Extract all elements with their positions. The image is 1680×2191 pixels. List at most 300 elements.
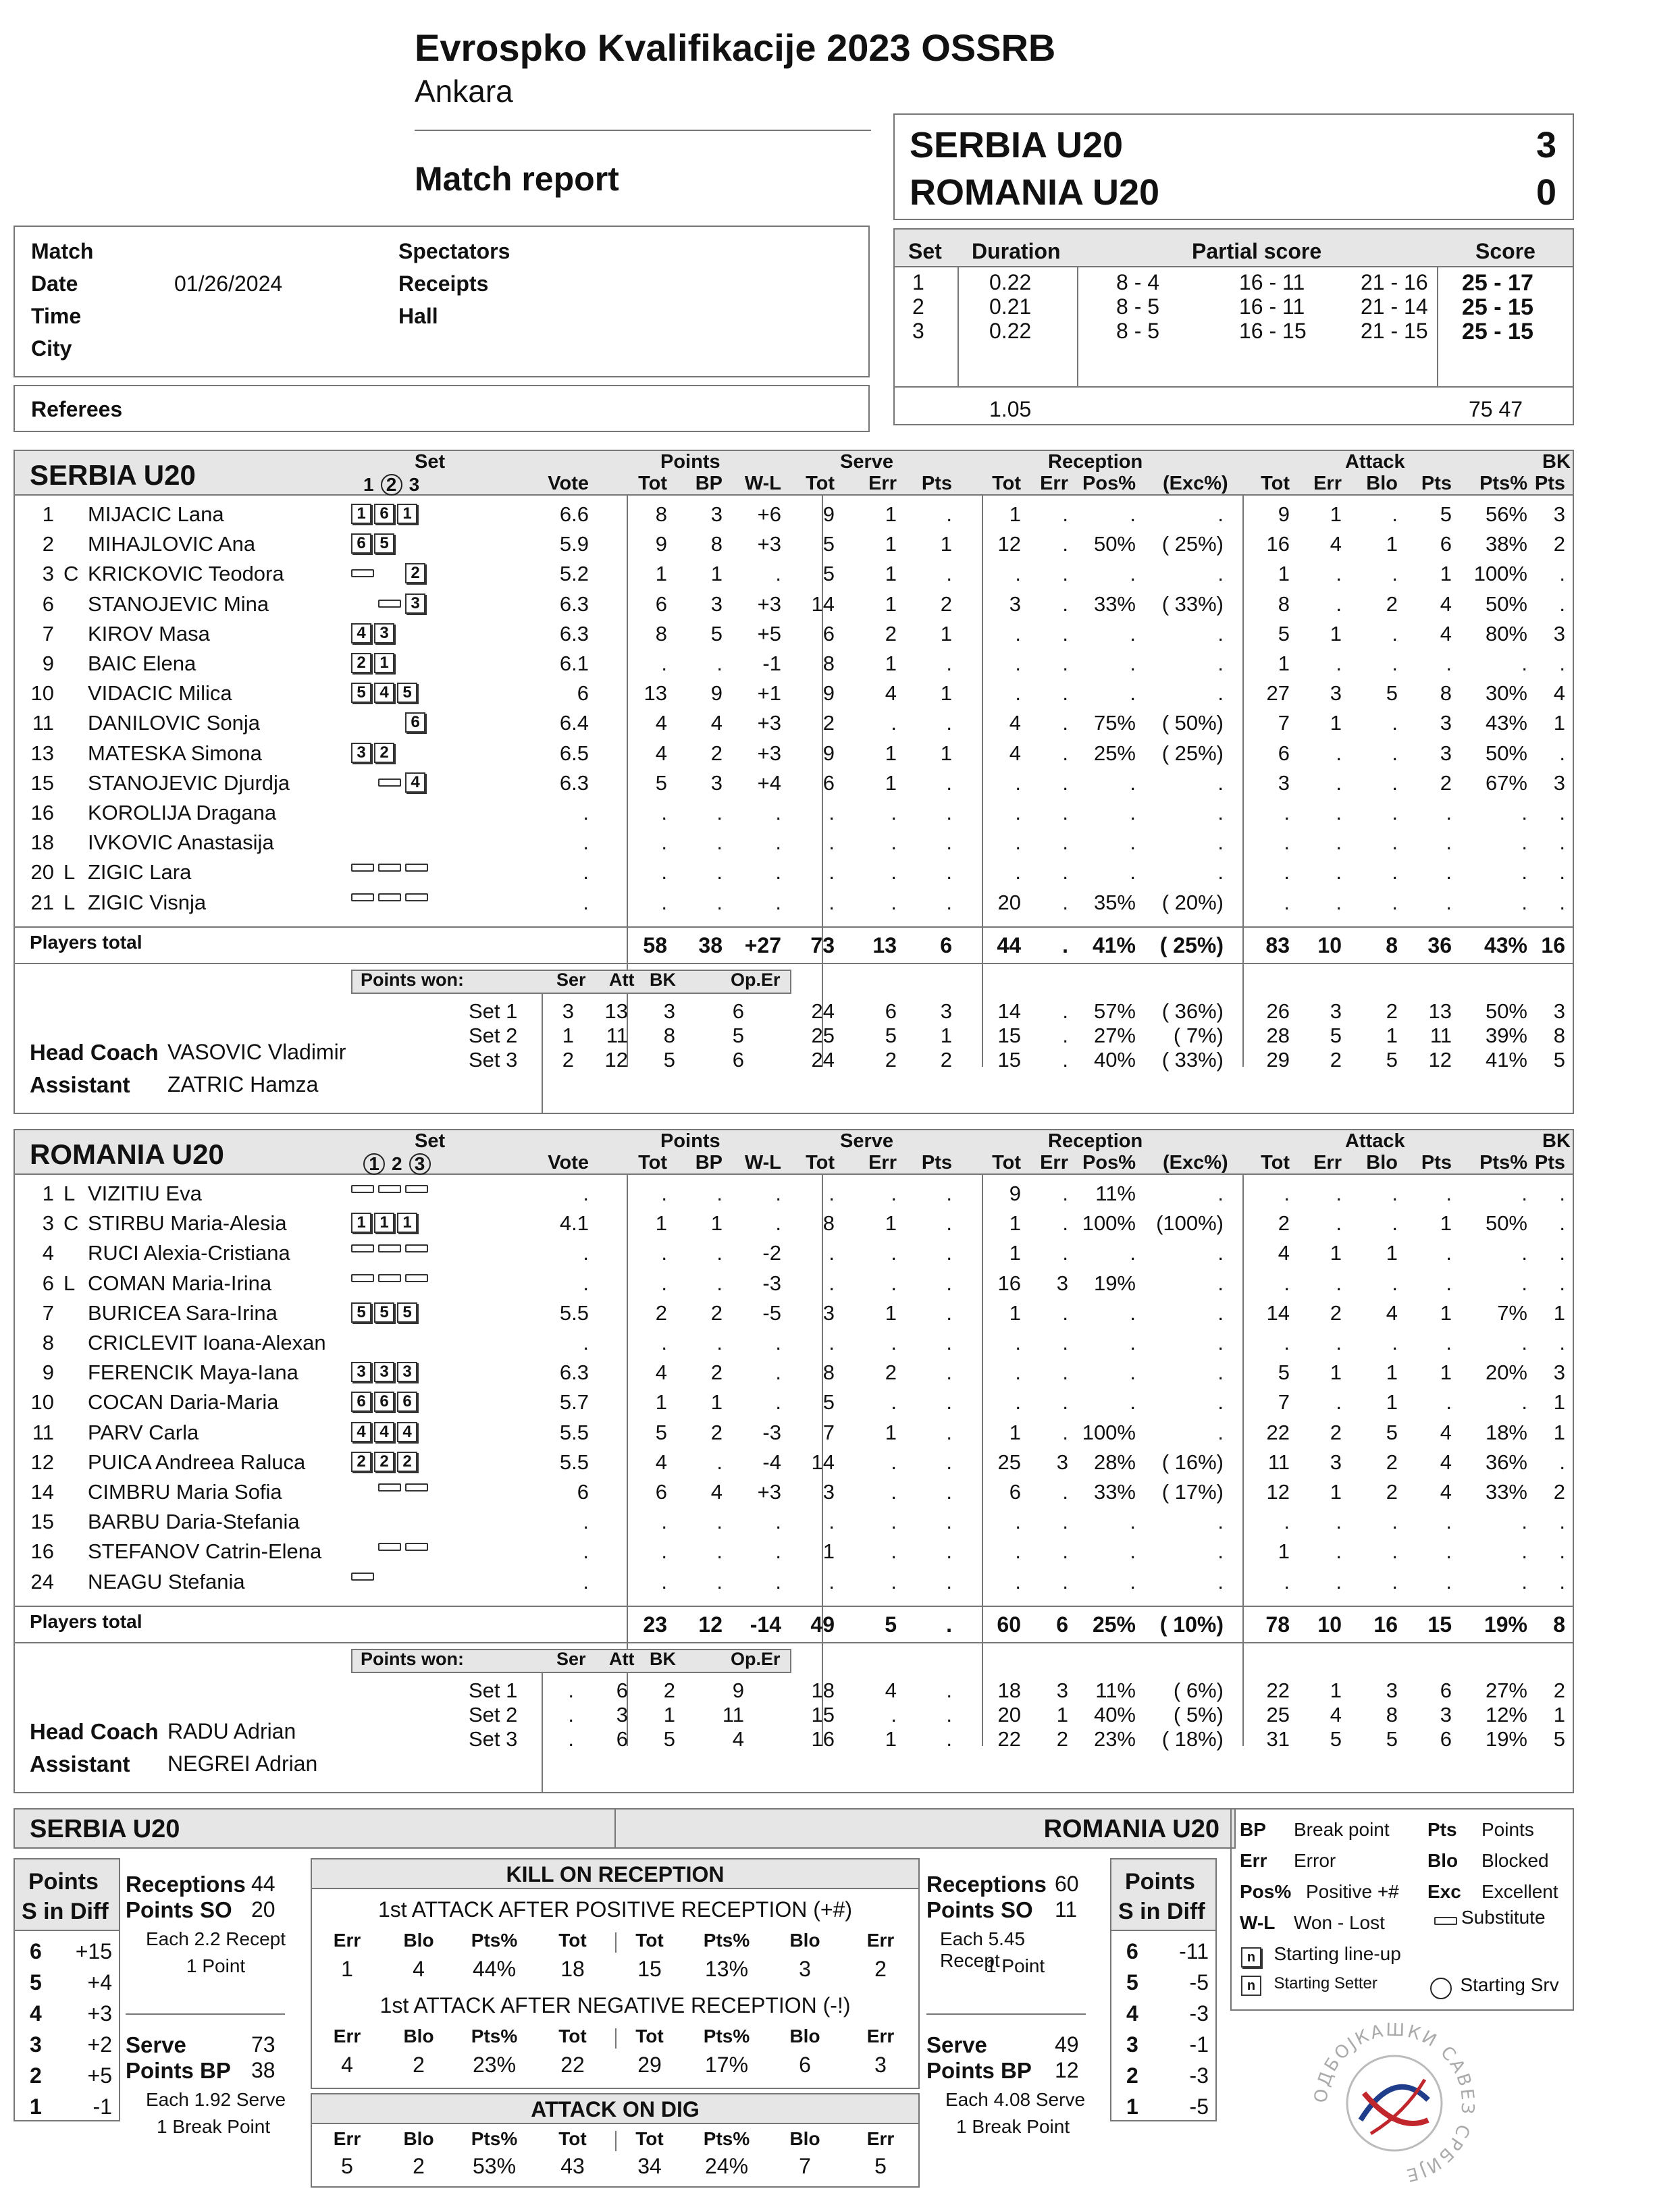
stat-cell: +5 [757, 621, 781, 645]
away-sin-label: S in [1118, 1899, 1161, 1924]
stat-cell: . [775, 1361, 781, 1385]
col-points: Points [660, 1130, 720, 1152]
summary-team-bar [14, 1808, 1236, 1849]
stat-cell: . [946, 801, 952, 824]
stat-cell: 3 [1553, 770, 1565, 795]
stat-cell: . [1130, 1539, 1136, 1564]
player-name: STANOJEVIC Mina [88, 591, 269, 616]
set-stat-cell: . [946, 1679, 952, 1702]
stat-cell: . [1062, 681, 1068, 706]
col-bp: BP [695, 1152, 723, 1173]
stat-cell: . [1559, 1569, 1565, 1593]
player-name: BAIC Elena [88, 652, 196, 675]
player-set-positions [351, 892, 432, 904]
stat-cell: . [1015, 652, 1021, 675]
stat-cell: . [891, 860, 897, 885]
away-team-table [14, 1129, 1574, 1793]
substitute-mark [378, 1543, 401, 1551]
substitute-mark [351, 569, 374, 577]
stat-cell: 1 [885, 1420, 897, 1444]
stat-cell: . [829, 830, 835, 855]
stat-cell: 6.3 [559, 1361, 589, 1385]
stat-cell: . [1521, 890, 1527, 914]
substitute-mark [378, 864, 401, 872]
player-set-positions [351, 1183, 432, 1195]
stat-cell: . [1559, 652, 1565, 675]
stat-cell: . [1521, 1331, 1527, 1354]
stat-cell: . [1336, 860, 1342, 885]
player-set-positions [351, 743, 424, 763]
set-stat-cell: 6 [1440, 1727, 1452, 1751]
lineup-position-box: 4 [397, 1422, 417, 1442]
set-stat-cell: 8 [1553, 1024, 1565, 1047]
stat-cell: . [775, 860, 781, 885]
kill-right-head: Err [866, 2128, 895, 2149]
col-ptsp: Pts% [1479, 1152, 1527, 1173]
rotation-number: 1 [1126, 2094, 1138, 2119]
set-stat-cell: 40% [1093, 1048, 1136, 1072]
legend-key: BP [1240, 1819, 1266, 1840]
stat-cell: 1 [1553, 1390, 1565, 1415]
set-stat-cell: 2 [1330, 1048, 1342, 1072]
stat-cell: 3 [710, 770, 723, 795]
stat-cell: 1 [885, 652, 897, 675]
stat-cell: 1 [1440, 1211, 1452, 1236]
stat-cell: 4 [1330, 532, 1342, 556]
col-err: Err [1313, 1152, 1342, 1173]
lineup-position-box: 6 [374, 1392, 394, 1412]
stat-cell: 2 [1330, 1300, 1342, 1325]
stat-cell: 5.9 [559, 532, 589, 556]
lineup-icon: n [1241, 1947, 1261, 1968]
assistant-name: ZATRIC Hamza [167, 1072, 319, 1097]
stat-cell: . [1392, 801, 1398, 824]
lineup-position-box: 1 [397, 1213, 417, 1233]
stat-cell: . [1336, 1182, 1342, 1205]
stat-cell: 50% [1093, 532, 1136, 556]
stat-cell: ( 17%) [1161, 1480, 1224, 1504]
substitute-icon [1434, 1917, 1457, 1925]
stat-cell: . [1392, 1510, 1398, 1534]
home-sin-diff-box [14, 1858, 120, 2121]
stat-cell: 1 [885, 502, 897, 526]
stat-cell: . [1130, 1569, 1136, 1593]
stat-cell: 9 [822, 502, 835, 526]
kill-right-value: 3 [799, 1957, 811, 1981]
rotation-diff: -1 [1189, 2032, 1209, 2057]
stat-cell: 5.2 [559, 562, 589, 586]
stat-cell: . [716, 1450, 723, 1474]
set-stat-cell: 2 [1386, 999, 1398, 1023]
stat-cell: 5 [710, 621, 723, 645]
lineup-position-box: 3 [374, 623, 394, 643]
set-stat-cell: 3 [1440, 1703, 1452, 1726]
player-name: RUCI Alexia-Cristiana [88, 1241, 290, 1265]
lineup-position-box: 6 [374, 504, 394, 524]
stat-cell: 5 [822, 532, 835, 556]
stat-cell: . [1392, 652, 1398, 675]
stat-cell: . [1062, 1420, 1068, 1444]
substitute-mark [405, 1244, 428, 1252]
kill-left-value: 2 [413, 2154, 425, 2178]
total-cell: 25% [1092, 1612, 1136, 1637]
lineup-position-box: 4 [374, 1422, 394, 1442]
stat-cell: . [1336, 1390, 1342, 1415]
total-cell: . [1062, 933, 1068, 957]
stat-cell: . [1062, 1390, 1068, 1415]
set-stat-cell: 3 [940, 999, 952, 1023]
stat-cell: 1 [1553, 1300, 1565, 1325]
stat-cell: . [1392, 770, 1398, 795]
stat-cell: 5.5 [559, 1300, 589, 1325]
stat-cell: 35% [1093, 890, 1136, 914]
stat-cell: . [946, 1450, 952, 1474]
set-stat-cell: 1 [1386, 1024, 1398, 1047]
player-set-positions [351, 832, 432, 844]
legend-key: Exc [1427, 1881, 1461, 1902]
stat-cell: 2 [655, 1300, 667, 1325]
stat-cell: . [1559, 1450, 1565, 1474]
player-name: FERENCIK Maya-Iana [88, 1361, 298, 1385]
stat-cell: . [1336, 1331, 1342, 1354]
attack-on-dig-box [311, 2093, 920, 2188]
player-role: L [63, 890, 76, 914]
stat-cell: . [891, 1390, 897, 1415]
set-stat-cell: 29 [1266, 1048, 1290, 1072]
stat-cell: 12 [1266, 1480, 1290, 1504]
stat-cell: . [1062, 1331, 1068, 1354]
rotation-number: 6 [1126, 1939, 1138, 1963]
legend-box [1230, 1808, 1574, 2011]
col-set: Set [415, 451, 446, 473]
stat-cell: . [1559, 1510, 1565, 1534]
stat-cell: 5 [655, 770, 667, 795]
set-stat-cell: 24 [811, 999, 835, 1023]
kill-left-head: Tot [558, 2128, 587, 2149]
total-cell: 12 [698, 1612, 723, 1637]
away-each-serve: Each 4.08 Serve [945, 2089, 1086, 2110]
set-number: 1 [912, 270, 924, 294]
total-cell: 10 [1317, 933, 1342, 957]
total-cell: 78 [1265, 1612, 1290, 1637]
stat-cell: 100% [1473, 562, 1527, 586]
legend-value: Points [1481, 1819, 1534, 1840]
stat-cell: -5 [762, 1300, 781, 1325]
set-partial-1: 8 - 5 [1116, 294, 1160, 319]
stat-cell: 33% [1093, 1480, 1136, 1504]
points-won-cell: 9 [732, 1679, 744, 1702]
player-set-positions [351, 1332, 432, 1344]
lineup-position-box: 1 [374, 653, 394, 673]
stat-cell: . [1284, 1510, 1290, 1534]
legend-lineup: n Starting line-up [1241, 1943, 1401, 1968]
total-cell: 8 [1386, 933, 1398, 957]
home-receptions-value: 44 [251, 1872, 275, 1896]
set-stat-cell: 5 [1553, 1727, 1565, 1751]
stat-cell: . [1446, 860, 1452, 885]
stat-cell: . [1446, 652, 1452, 675]
stat-cell: . [583, 1569, 589, 1593]
kill-right-head: Pts% [703, 1930, 750, 1951]
stat-cell: 8 [655, 502, 667, 526]
player-name: STEFANOV Catrin-Elena [88, 1539, 322, 1564]
stat-cell: . [1446, 1569, 1452, 1593]
total-cell: 83 [1265, 933, 1290, 957]
stat-cell: 5 [822, 562, 835, 586]
stat-cell: . [775, 1510, 781, 1534]
set-stat-cell: ( 18%) [1161, 1727, 1224, 1751]
stat-cell: 4 [885, 681, 897, 706]
player-set-positions [351, 1362, 420, 1382]
stat-cell: 6 [1278, 741, 1290, 765]
player-name: STIRBU Maria-Alesia [88, 1211, 287, 1236]
points-won-head: BK [650, 1649, 676, 1669]
set-stat-cell: 3 [1056, 1679, 1068, 1702]
legend-value: Excellent [1481, 1881, 1558, 1902]
away-serve-label: Serve [926, 2032, 987, 2057]
home-one-break-point: 1 Break Point [157, 2116, 271, 2137]
stat-cell: . [583, 1510, 589, 1534]
stat-cell: 4 [1440, 591, 1452, 616]
stat-cell: . [946, 1271, 952, 1295]
player-name: MIJACIC Lana [88, 502, 224, 526]
stat-cell: . [946, 830, 952, 855]
stat-cell: . [1336, 652, 1342, 675]
set-marker: 1 [363, 1153, 385, 1175]
home-each-serve: Each 1.92 Serve [146, 2089, 286, 2110]
set-stat-cell: 5 [1330, 1024, 1342, 1047]
col-set: Set [415, 1130, 446, 1152]
legend-substitute: Substitute [1434, 1907, 1546, 1928]
stat-cell: . [1217, 1300, 1224, 1325]
points-won-cell: 5 [732, 1024, 744, 1047]
player-set-positions [351, 1242, 432, 1255]
set-stat-cell: 11 [1429, 1024, 1452, 1047]
event-title: Evrospko Kvalifikacije 2023 OSSRB [415, 26, 1056, 69]
stat-cell: 4 [710, 1480, 723, 1504]
lineup-position-box: 2 [374, 743, 394, 763]
total-cell: 73 [810, 933, 835, 957]
kill-right-value: 34 [637, 2154, 662, 2178]
set-partial-2: 16 - 15 [1239, 319, 1307, 343]
total-cell: 8 [1553, 1612, 1565, 1637]
kill-left-head: Err [333, 1930, 361, 1951]
stat-cell: . [1015, 860, 1021, 885]
stat-cell: 1 [940, 532, 952, 556]
points-won-cell: 5 [663, 1727, 675, 1751]
home-sin-label: S in [22, 1899, 64, 1924]
set-stat-cell: 4 [1330, 1703, 1342, 1726]
stat-cell: 36% [1485, 1450, 1527, 1474]
set-marker: 1 [363, 474, 374, 495]
stat-cell: . [946, 1241, 952, 1265]
set-stat-cell: 23% [1093, 1727, 1136, 1751]
player-set-positions [351, 653, 424, 673]
col-pts: Pts [1421, 473, 1452, 494]
referees-label: Referees [31, 397, 123, 421]
stat-cell: 6 [1009, 1480, 1021, 1504]
stat-cell: . [946, 1182, 952, 1205]
stat-cell: 33% [1485, 1480, 1527, 1504]
rotation-diff: +5 [87, 2063, 112, 2088]
points-won-cell: 11 [606, 1024, 628, 1047]
stat-cell: 4 [1009, 711, 1021, 735]
lineup-position-box: 1 [351, 1213, 371, 1233]
stat-cell: 1 [710, 1211, 723, 1236]
stat-cell: 27 [1266, 681, 1290, 706]
kill-left-value: 44% [472, 1957, 517, 1981]
player-number: 2 [42, 532, 54, 556]
legend-key: Pos% [1240, 1881, 1292, 1902]
kill-left-value: 43 [560, 2154, 585, 2178]
kill-left-value: 22 [560, 2053, 585, 2077]
set-stat-cell: 31 [1266, 1727, 1290, 1751]
set-row-label: Set 3 [469, 1048, 518, 1072]
pos-title: 1st ATTACK AFTER POSITIVE RECEPTION (+#) [377, 1897, 853, 1922]
substitute-mark [351, 1573, 374, 1581]
stat-cell: . [1015, 801, 1021, 824]
player-role: L [63, 1271, 76, 1295]
stat-cell: . [829, 1271, 835, 1295]
stat-cell: 1 [885, 562, 897, 586]
lineup-position-box: 2 [351, 653, 371, 673]
stat-cell: . [1446, 1182, 1452, 1205]
player-set-positions [351, 593, 428, 614]
stat-cell: 1 [940, 741, 952, 765]
total-cell: 43% [1484, 933, 1527, 957]
stat-cell: 2 [1386, 591, 1398, 616]
stat-cell: . [775, 801, 781, 824]
stat-cell: . [1130, 1390, 1136, 1415]
player-number: 7 [42, 1300, 54, 1325]
stat-cell: . [1446, 1390, 1452, 1415]
stat-cell: . [1217, 1241, 1224, 1265]
player-role: L [63, 1182, 76, 1205]
kill-left-head: Pts% [471, 1930, 518, 1951]
player-name: COMAN Maria-Irina [88, 1271, 272, 1295]
stat-cell: . [1559, 890, 1565, 914]
stat-cell: . [583, 1182, 589, 1205]
col-pts: Pts [921, 473, 952, 494]
total-cell: -14 [750, 1612, 781, 1637]
stat-cell: . [1015, 1539, 1021, 1564]
players-total-label: Players total [30, 1611, 142, 1632]
col-serve: Serve [840, 1130, 894, 1152]
referees-box [14, 385, 870, 432]
away-points-so-label: Points SO [926, 1897, 1033, 1922]
player-name: STANOJEVIC Djurdja [88, 770, 290, 795]
stat-cell: . [1130, 502, 1136, 526]
stat-cell: . [891, 1480, 897, 1504]
stat-cell: 80% [1485, 621, 1527, 645]
total-cell: 41% [1092, 933, 1136, 957]
stat-cell: . [1130, 1361, 1136, 1385]
total-cell: 16 [1541, 933, 1565, 957]
player-number: 6 [42, 1271, 54, 1295]
stat-cell: 1 [822, 1539, 835, 1564]
stat-cell: . [1062, 532, 1068, 556]
away-serve-value: 49 [1055, 2032, 1079, 2057]
substitute-mark [378, 1274, 401, 1282]
stat-cell: 20 [997, 890, 1021, 914]
set-stat-cell: 18 [997, 1679, 1021, 1702]
set-stat-cell: 3 [1330, 999, 1342, 1023]
seal-icon [1310, 2019, 1479, 2188]
stat-cell: +3 [757, 1480, 781, 1504]
stat-cell: 1 [1330, 1480, 1342, 1504]
set-stat-cell: . [1062, 1024, 1068, 1047]
set-stat-cell: 26 [1266, 999, 1290, 1023]
lineup-position-box: 3 [374, 1362, 394, 1382]
stat-cell: . [1392, 1569, 1398, 1593]
stat-cell: 28% [1093, 1450, 1136, 1474]
stat-cell: 4 [1278, 1241, 1290, 1265]
col-err: Err [868, 1152, 897, 1173]
stat-cell: . [1521, 1390, 1527, 1415]
stat-cell: . [1336, 591, 1342, 616]
stat-cell: 3 [710, 502, 723, 526]
stat-cell: 6.1 [559, 652, 589, 675]
stat-cell: 100% [1082, 1211, 1136, 1236]
stat-cell: . [829, 1569, 835, 1593]
player-set-positions [351, 1541, 432, 1553]
set-stat-cell: ( 36%) [1161, 999, 1224, 1023]
rotation-number: 2 [1126, 2063, 1138, 2088]
rotation-diff: -3 [1189, 2063, 1209, 2088]
player-role: C [63, 562, 79, 586]
stat-cell: 50% [1485, 741, 1527, 765]
lineup-position-box: 5 [397, 1302, 417, 1323]
stat-cell: . [1284, 860, 1290, 885]
player-number: 13 [30, 741, 54, 765]
set-score: 25 - 17 [1462, 270, 1533, 296]
match-info-box [14, 226, 870, 377]
stat-cell: . [1521, 830, 1527, 855]
lineup-position-box: 3 [351, 1362, 371, 1382]
player-set-positions [351, 772, 428, 793]
player-number: 21 [30, 890, 54, 914]
substitute-mark [405, 1483, 428, 1492]
stat-cell: . [583, 860, 589, 885]
summary-away-team: ROMANIA U20 [1043, 1815, 1219, 1843]
stat-cell: . [1062, 1539, 1068, 1564]
player-name: KRICKOVIC Teodora [88, 562, 284, 586]
stat-cell: . [1217, 1569, 1224, 1593]
set-stat-cell: 25 [811, 1024, 835, 1047]
stat-cell: 4 [1553, 681, 1565, 706]
stat-cell: . [1336, 1569, 1342, 1593]
stat-cell: . [1062, 621, 1068, 645]
stat-cell: . [829, 860, 835, 885]
stat-cell: . [891, 711, 897, 735]
lineup-position-box: 4 [351, 1422, 371, 1442]
stat-cell: 5 [1278, 1361, 1290, 1385]
kill-right-value: 15 [637, 1957, 662, 1981]
stat-cell: -4 [762, 1450, 781, 1474]
kill-right-head: Err [866, 2026, 895, 2047]
stat-cell: 2 [1553, 532, 1565, 556]
set-row-label: Set 2 [469, 1703, 518, 1726]
set-markers [363, 1153, 438, 1175]
stat-cell: . [1015, 562, 1021, 586]
player-set-positions [351, 683, 420, 703]
stat-cell: . [1130, 1510, 1136, 1534]
set-stat-cell: 20 [997, 1703, 1021, 1726]
player-set-positions [351, 802, 432, 814]
col-exc: (Exc%) [1163, 1152, 1228, 1173]
set-stat-cell: 4 [885, 1679, 897, 1702]
kill-right-value: 6 [799, 2053, 811, 2077]
